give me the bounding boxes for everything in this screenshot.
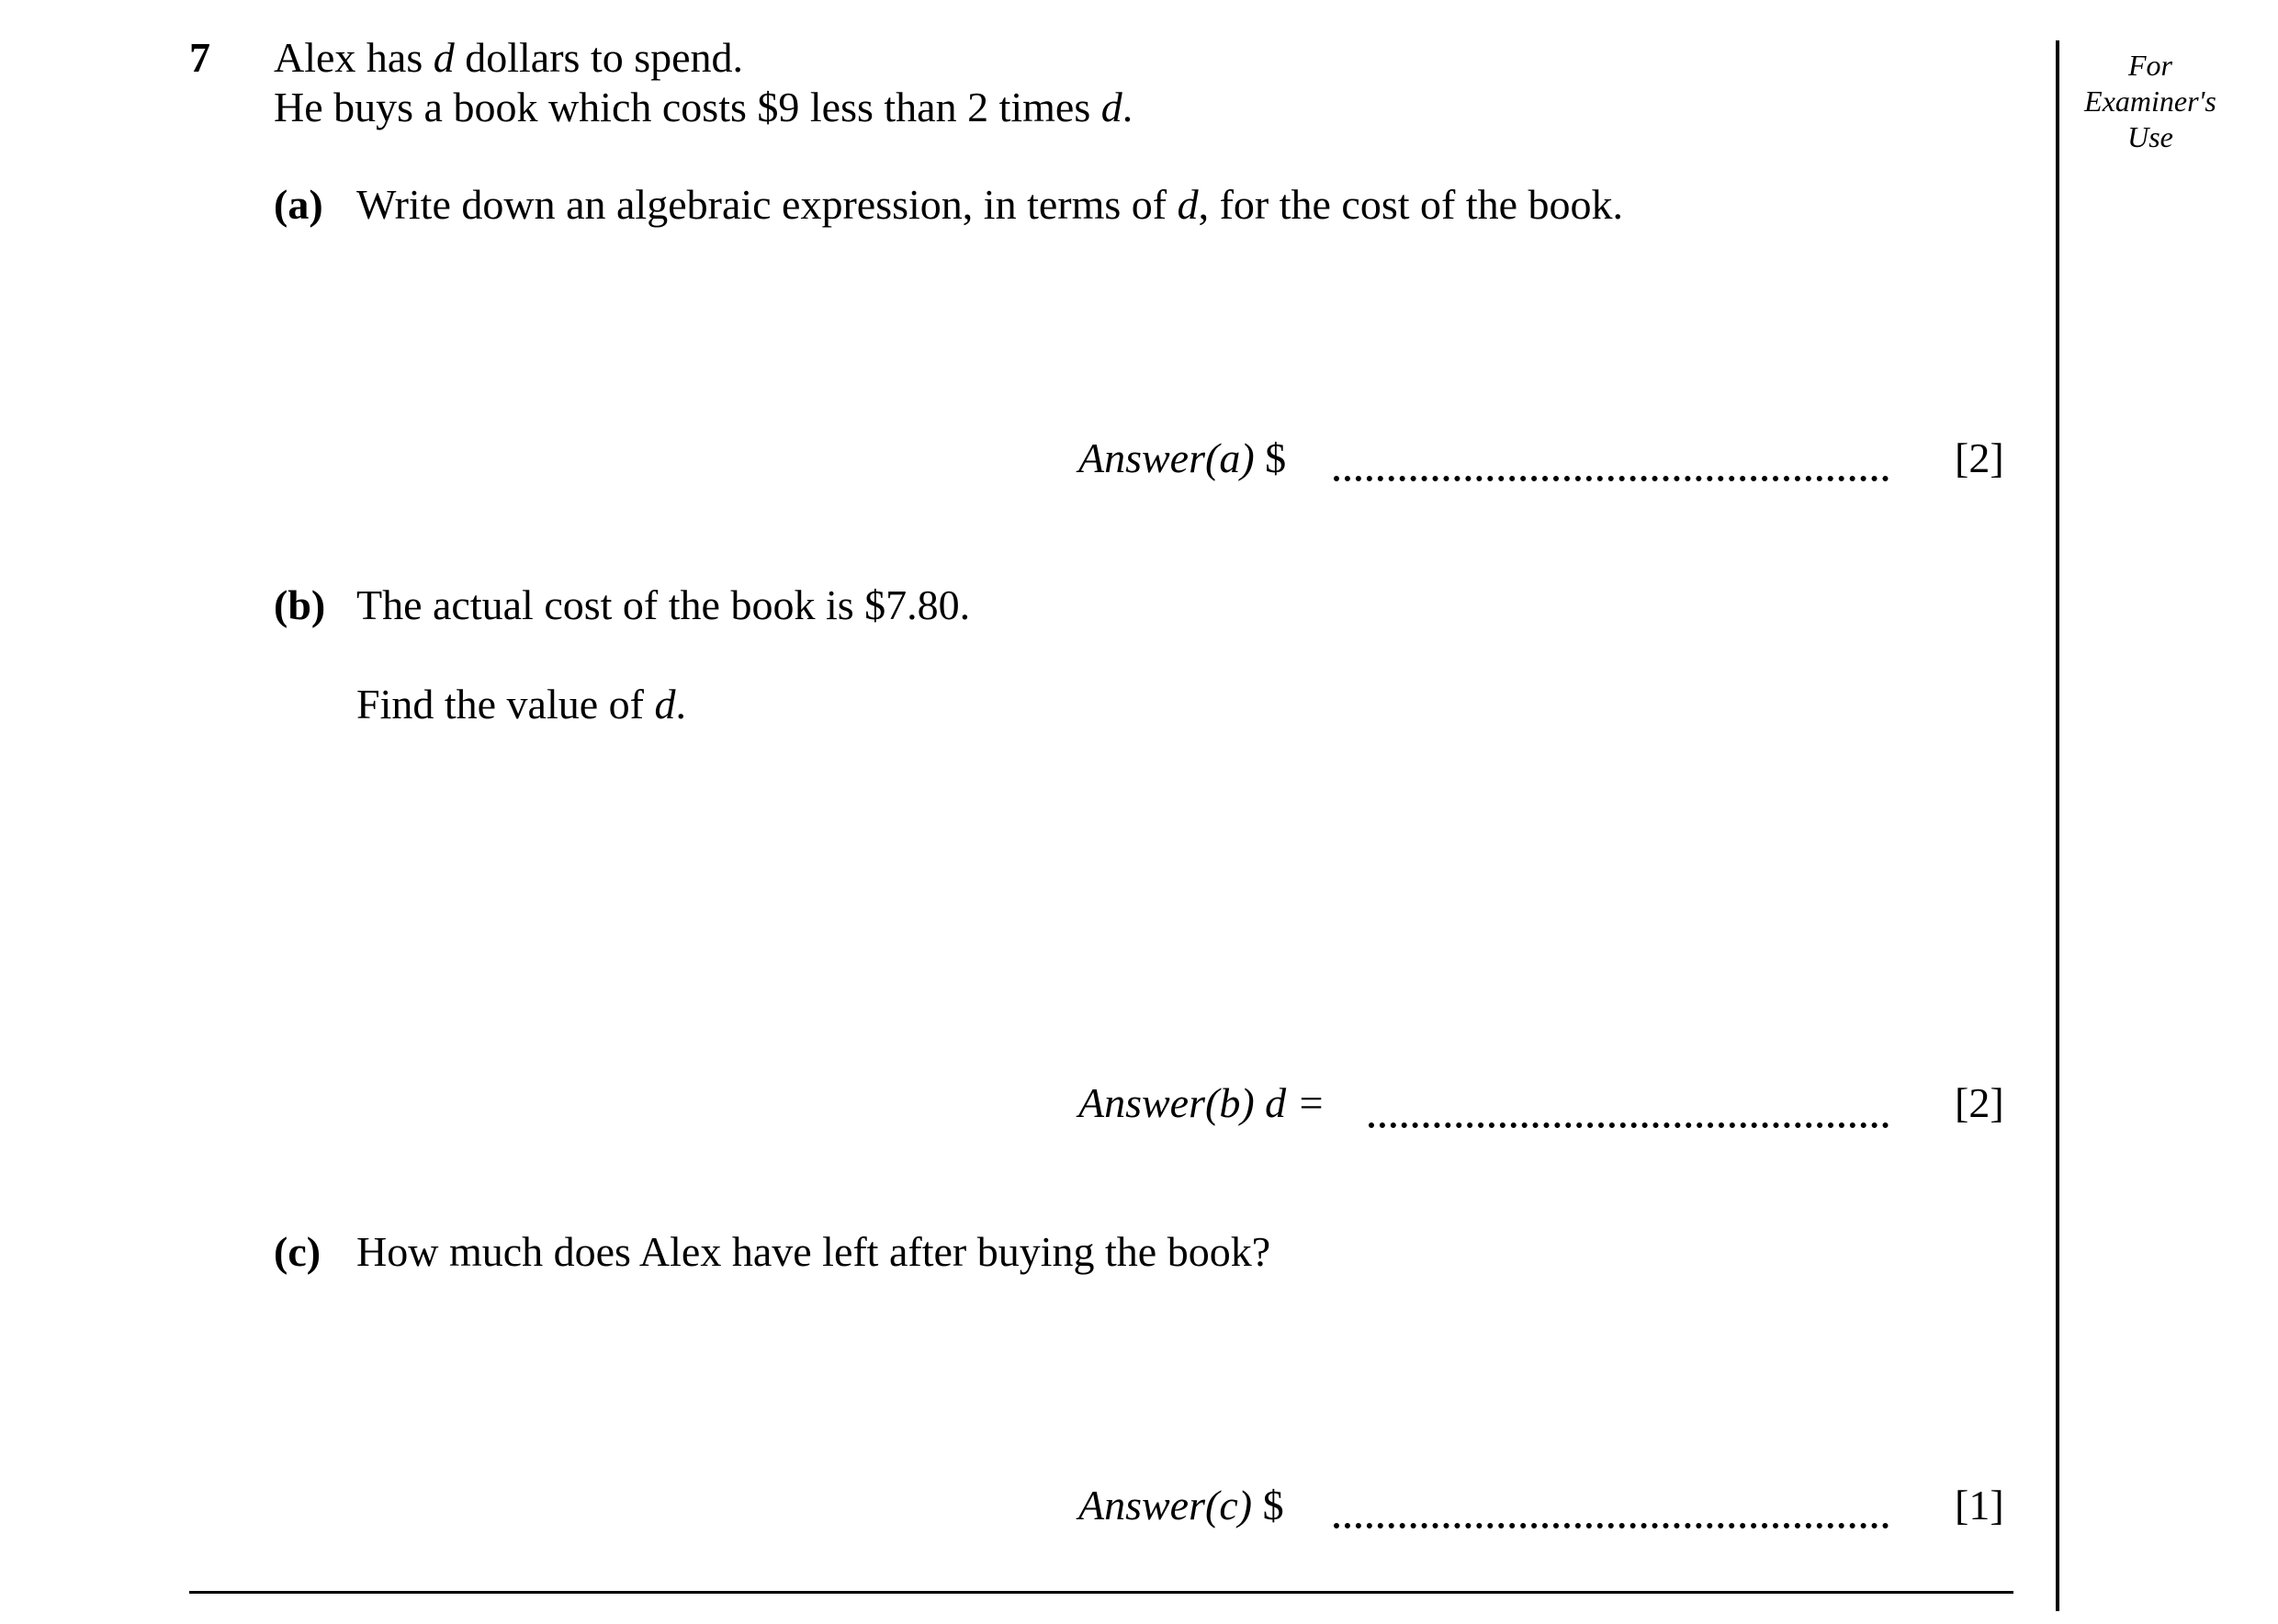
question-number: 7: [189, 34, 210, 81]
answer-c-label: Answer(c): [1078, 1482, 1253, 1528]
part-b-marks: [2]: [1955, 1079, 2004, 1126]
question-stem-line-1: Alex has d dollars to spend.: [274, 34, 744, 81]
answer-a-prefix: [1078, 434, 1286, 483]
part-a-text: Write down an algebraic expression, in terms of d, for the cost of the book.: [356, 181, 1624, 228]
answer-b-line[interactable]: [1369, 1122, 1889, 1128]
answer-b-variable: d =: [1265, 1079, 1325, 1126]
part-c-label: (c): [274, 1228, 321, 1275]
answer-a-line[interactable]: [1334, 476, 1889, 481]
part-c-text: How much does Alex have left after buying the book?: [356, 1228, 1271, 1275]
answer-c-line[interactable]: [1334, 1523, 1889, 1528]
answer-b-label: Answer(b): [1078, 1079, 1255, 1126]
examiner-label-line-2: Examiner's: [2084, 85, 2216, 118]
part-b-text-1: The actual cost of the book is $7.80.: [356, 581, 971, 628]
bottom-rule: [189, 1591, 2013, 1594]
examiner-use-label: [2054, 48, 2247, 155]
answer-b-prefix: [1078, 1078, 1325, 1128]
answer-c-unit: $: [1262, 1482, 1284, 1528]
examiner-label-line-1: For: [2128, 49, 2172, 82]
part-a-label: (a): [274, 181, 323, 228]
examiner-label-line-3: Use: [2127, 120, 2173, 153]
answer-a-unit: $: [1265, 434, 1287, 481]
answer-a-label: Answer(a): [1078, 434, 1255, 481]
part-b-text-2: Find the value of d.: [356, 681, 686, 727]
part-c-marks: [1]: [1955, 1482, 2004, 1528]
question-stem-line-2: He buys a book which costs $9 less than 2 times d.: [274, 84, 1133, 130]
part-a-marks: [2]: [1955, 434, 2004, 481]
part-b-label: (b): [274, 581, 326, 628]
examiner-margin-rule: [2056, 40, 2059, 1611]
answer-c-prefix: [1078, 1481, 1284, 1530]
